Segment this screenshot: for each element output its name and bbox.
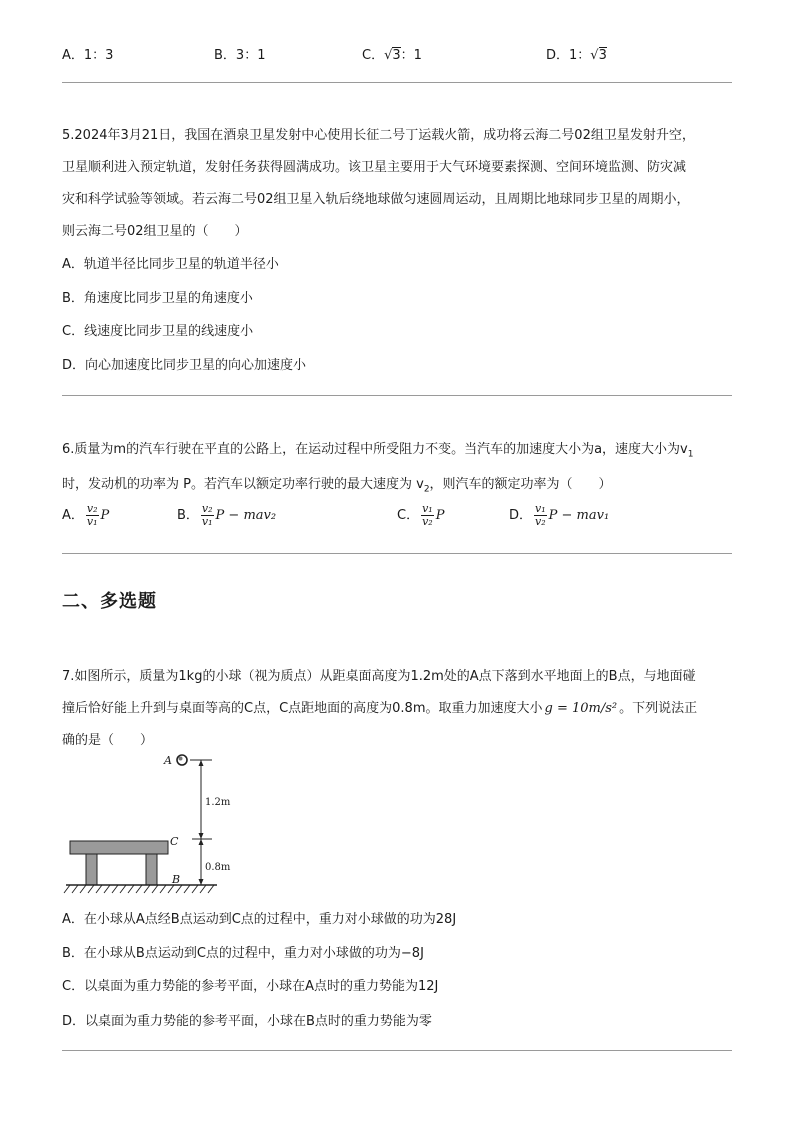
distance-lower: 0.8m [205, 862, 231, 873]
q6-option-b-fraction [201, 503, 214, 528]
q6-option-b-tail: P − mav₂ [215, 508, 277, 523]
label-c: C [170, 835, 179, 848]
q4-option-d [546, 44, 607, 63]
q4-option-c-suffix: ：1 [400, 48, 422, 63]
q4-option-b: B．3：1 [214, 48, 266, 63]
q5-option-b: B．角速度比同步卫星的角速度小 [62, 291, 253, 306]
q6-option-d-label: D． [509, 508, 533, 523]
q4-option-c [362, 44, 422, 63]
q6-line-2 [62, 473, 612, 495]
fraction-numerator: v₂ [86, 502, 98, 515]
fraction-numerator: v₁ [422, 502, 433, 515]
q5-option-a: A．轨道半径比同步卫星的轨道半径小 [62, 257, 279, 272]
q7-option-b: B．在小球从B点运动到C点的过程中，重力对小球做的功为−8J [62, 946, 424, 961]
q7-line-3: 确的是（ ） [62, 733, 154, 748]
q7-line-2-text-a: 撞后恰好能上升到与桌面等高的C点，C点距地面的高度为0.8m。取重力加速度大小 [62, 701, 543, 716]
q6-option-a [62, 503, 109, 528]
sqrt-symbol: √ [384, 48, 393, 63]
q6-line-2-text-b: ，则汽车的额定功率为（ ） [429, 477, 612, 492]
q6-line-1-subscript: 1 [687, 449, 694, 460]
q7-option-d: D．以桌面为重力势能的参考平面，小球在B点时的重力势能为零 [62, 1014, 432, 1029]
q5-line-4: 则云海二号02组卫星的（ ） [62, 224, 248, 239]
divider-2 [62, 395, 732, 396]
q6-option-a-tail: P [100, 508, 110, 523]
q5-line-1: 5.2024年3月21日，我国在酒泉卫星发射中心使用长征二号丁运载火箭，成功将云海二号02组卫星发射升空， [62, 128, 695, 143]
q7-line-1: 7.如图所示，质量为1kg的小球（视为质点）从距桌面高度为1.2m处的A点下落到水平地面上的B点，与地面碰 [62, 669, 696, 684]
q6-line-2-subscript: 2 [423, 484, 430, 495]
fraction-denominator: v₁ [86, 515, 98, 528]
table-leg-left [86, 854, 97, 885]
q6-option-d [509, 503, 609, 528]
q7-line-2-text-b: 。下列说法正 [619, 701, 698, 716]
divider-3 [62, 553, 732, 554]
ground-hatching [64, 885, 214, 893]
fraction-numerator: v₂ [201, 502, 213, 515]
divider-1 [62, 82, 732, 83]
table-top [70, 841, 168, 854]
q6-option-b-label: B． [177, 508, 199, 523]
fraction-numerator: v₁ [535, 502, 546, 515]
q6-line-1 [62, 438, 693, 460]
fraction-denominator: v₂ [422, 515, 433, 528]
divider-4 [62, 1050, 732, 1051]
label-a: A [164, 754, 172, 767]
q4-option-a: A．1：3 [62, 48, 114, 63]
q6-option-c-fraction [421, 503, 434, 528]
q4-option-d-prefix: D．1： [546, 48, 591, 63]
section-title: 二、多选题 [62, 591, 157, 612]
ball-a [177, 755, 187, 765]
q7-gravity-expression: g = 10m/s² [544, 701, 618, 716]
ball-a-highlight [179, 757, 183, 761]
sqrt-symbol: √ [590, 48, 599, 63]
q7-option-a: A．在小球从A点经B点运动到C点的过程中，重力对小球做的功为28J [62, 912, 457, 927]
q6-option-d-tail: P − mav₁ [548, 508, 610, 523]
q6-option-c [397, 503, 444, 528]
q7-option-c: C．以桌面为重力势能的参考平面，小球在A点时的重力势能为12J [62, 979, 439, 994]
table-leg-right [146, 854, 157, 885]
fraction-denominator: v₁ [201, 515, 213, 528]
q4-option-d-root: 3 [598, 48, 607, 63]
q6-option-c-label: C． [397, 508, 420, 523]
q5-line-2: 卫星顺利进入预定轨道，发射任务获得圆满成功。该卫星主要用于大气环境要素探测、空间环境监测、防灾减 [62, 160, 687, 175]
q5-option-c: C．线速度比同步卫星的线速度小 [62, 324, 254, 339]
q6-line-1-text: 6.质量为m的汽车行驶在平直的公路上，在运动过程中所受阻力不变。当汽车的加速度大小为a，速度大小为v [62, 442, 688, 457]
fraction-denominator: v₂ [535, 515, 546, 528]
q4-option-c-root: 3 [392, 48, 401, 63]
distance-upper: 1.2m [205, 797, 231, 808]
q5-line-3: 灾和科学试验等领域。若云海二号02组卫星入轨后绕地球做匀速圆周运动，且周期比地球同步卫星的周期小， [62, 192, 690, 207]
q6-line-2-text-a: 时，发动机的功率为 P。若汽车以额定功率行驶的最大速度为 v [62, 477, 424, 492]
q5-option-d: D．向心加速度比同步卫星的向心加速度小 [62, 358, 307, 373]
q6-option-b [177, 503, 276, 528]
q6-option-c-tail: P [435, 508, 445, 523]
q6-option-a-fraction [86, 503, 99, 528]
q6-option-a-label: A． [62, 508, 84, 523]
label-b: B [172, 873, 181, 886]
q7-figure [62, 752, 232, 897]
q4-option-c-prefix: C． [362, 48, 385, 63]
q7-line-2 [62, 697, 697, 716]
q6-option-d-fraction [534, 503, 547, 528]
